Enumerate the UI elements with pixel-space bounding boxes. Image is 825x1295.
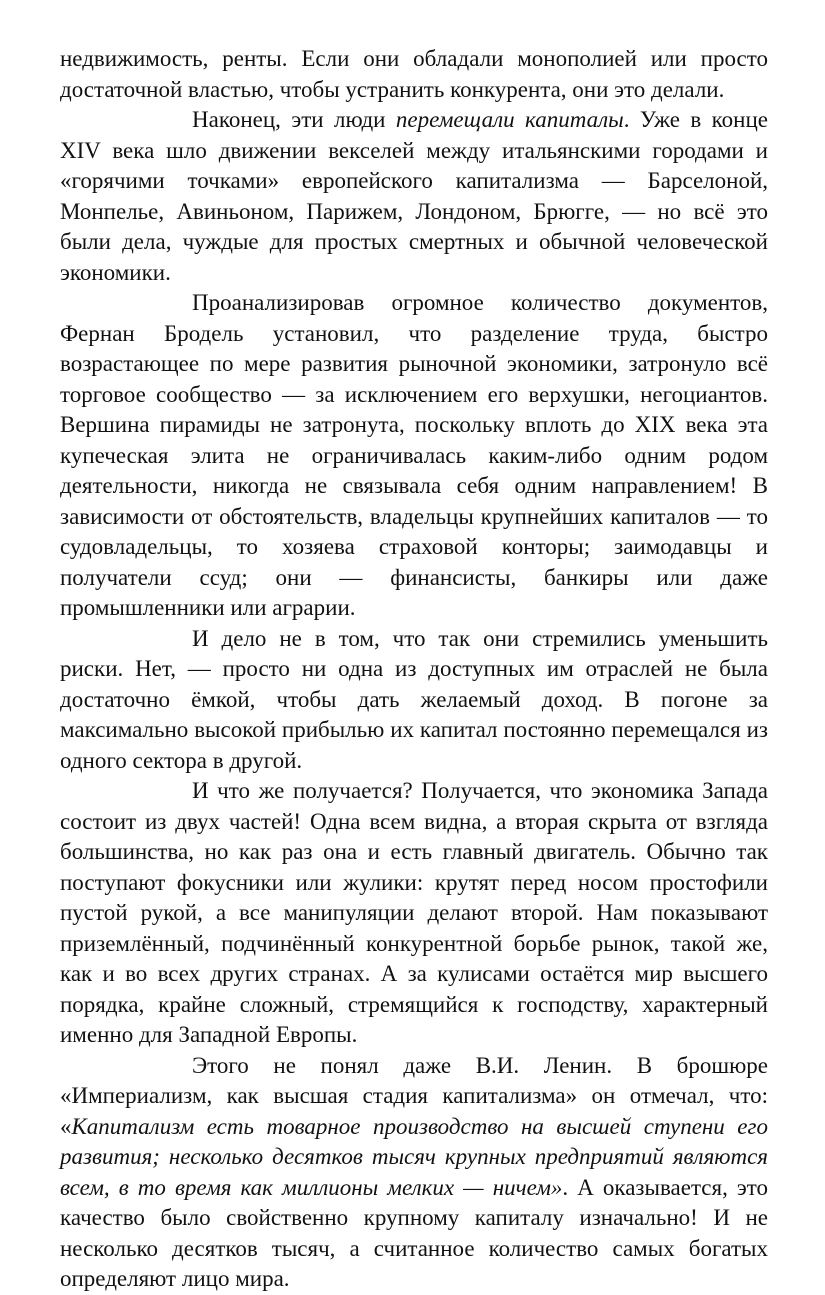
paragraph-text: недвижимость, ренты. Если они обладали монополией или просто достаточной властью, чтобы устранить конкурента, они это делали. xyxy=(60,46,768,102)
paragraph-text: . А оказывается, это качество было свойственно крупному капиталу изначально! И не несколько десятков тысяч, а считанное количество самых богатых определяют лицо мира. xyxy=(60,1174,769,1291)
document-page xyxy=(60,44,768,1295)
paragraph-text: Проанализировав огромное количество документов, Фернан Бродель установил, что разделение труда, быстро возрастающее по мере развития рыночной экономики, затронуло всё торговое сообщество — за исключением его верхушки, негоциантов. Вершина пирамиды не затронута, поскольку вплоть до XIX века эта купеческая элита не ограничивалась каким-либо одним родом деятельности, никогда не связывала себя одним направлением! В зависимости от обстоятельств, владельцы крупнейших капиталов — то судовладельцы, то хозяева страховой конторы; заимодавцы и получатели ссуд; они — финансисты, банкиры или даже промышленники или аграрии. xyxy=(60,290,768,620)
paragraph-text: И что же получается? Получается, что экономика Запада состоит из двух частей! Одна всем видна, а вторая скрыта от взгляда большинства, но как раз она и есть главный двигатель. Обычно так поступают фокусники или жулики: крутят перед носом простофили пустой рукой, а все манипуляции делают второй. Нам показывают приземлённый, подчинённый конкурентной борьбе рынок, такой же, как и во всех других странах. А за кулисами остаётся мир высшего порядка, крайне сложный, стремящийся к господству, характерный именно для Западной Европы. xyxy=(60,778,768,1047)
paragraph-text: . Уже в конце XIV века шло движении векселей между итальянскими городами и «горячими точками» европейского капитализма — Барселоной, Монпелье, Авиньоном, Парижем, Лондоном, Брюгге, — но всё это были дела, чуждые для простых смертных и обычной человеческой экономики. xyxy=(60,107,768,285)
italic-quote: Капитализм есть товарное производство на высшей ступени его развития; несколько десятков тысяч крупных предприятий являются всем, в то время как миллионы мелких — ничем» xyxy=(60,1113,768,1200)
paragraph-5 xyxy=(60,776,768,1051)
paragraph-2 xyxy=(60,105,768,288)
paragraph-1 xyxy=(60,44,768,105)
italic-emphasis: перемещали капиталы xyxy=(395,107,624,132)
paragraph-text: Наконец, эти люди xyxy=(192,107,396,132)
paragraph-text: И дело не в том, что так они стремились уменьшить риски. Нет, — просто ни одна из доступных им отраслей не была достаточно ёмкой, чтобы дать желаемый доход. В погоне за максимально высокой прибылью их капитал постоянно перемещался из одного сектора в другой. xyxy=(60,625,768,773)
paragraph-text: Этого не понял даже В.И. Ленин. В брошюре «Империализм, как высшая стадия капитализма» он отмечал, что: « xyxy=(60,1052,768,1139)
paragraph-3 xyxy=(60,288,768,624)
paragraph-6 xyxy=(60,1051,768,1295)
paragraph-4 xyxy=(60,624,768,777)
